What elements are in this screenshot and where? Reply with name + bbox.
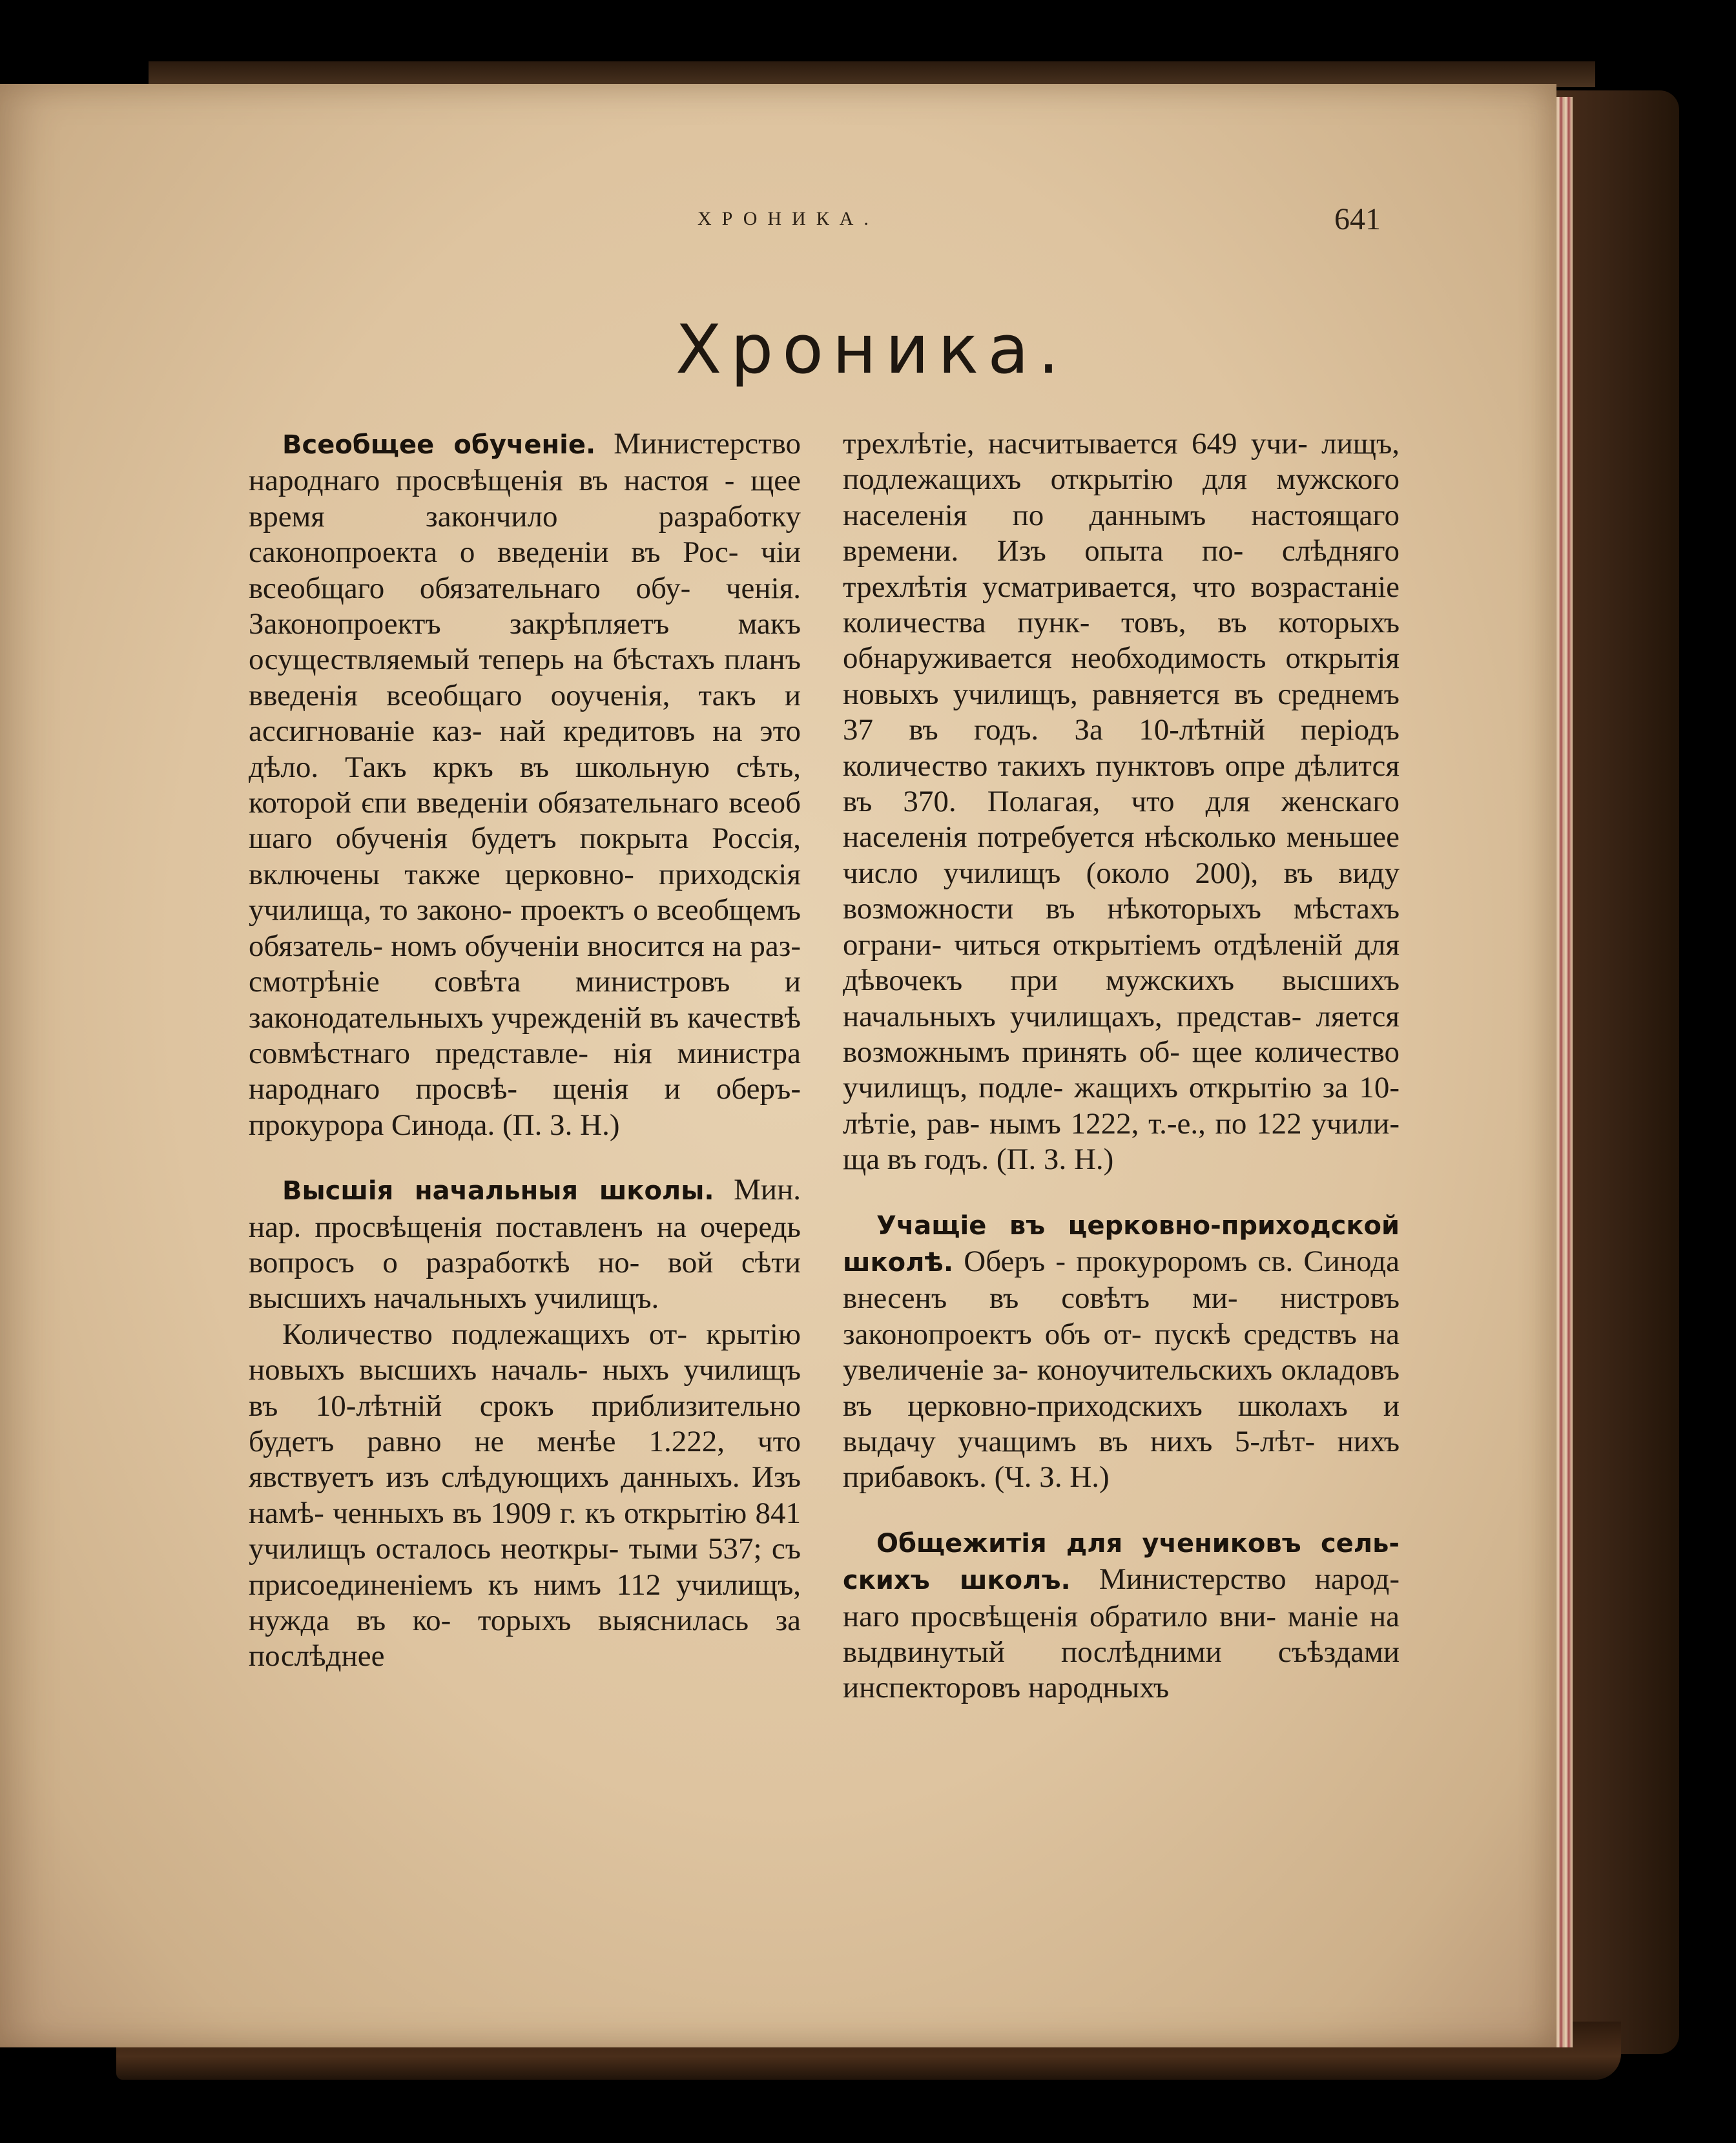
article-heading: Всеобщее обученіе. [282,430,596,460]
article-text: трехлѣтіе, насчитывается 649 учи- лищъ, подлежащихъ открытію для мужского населенія по даннымъ настоящаго времени. Изъ опыта по- слѣдняго трехлѣтія усматривается, что возрастаніе количества пунк- товъ, въ которыхъ обнаруживается необходимость открытія новыхъ училищъ, равняется въ среднемъ 37 въ годъ. За 10-лѣтній періодъ количество такихъ пунктовъ опре дѣлится въ 370. Полагая, что для женскаго населенія потребуется нѣсколько меньшее число училищъ (около 200), въ виду возможности въ нѣкоторыхъ мѣстахъ ограни- читься открытіемъ отдѣленій для дѣвочекъ при мужскихъ высшихъ начальныхъ училищахъ, представ- ляется возможнымъ принять об- щее количество училищъ, подле- жащихъ открытію за 10-лѣтіе, рав- нымъ 1222, т.-е., по 122 учили- ща въ годъ. (П. З. Н.) [843,427,1400,1177]
article-heading: Учащіе въ церковно-приходской школѣ. [843,1210,1400,1278]
running-header: ХРОНИКА. [698,208,879,229]
article-text: Оберъ - прокуроромъ св. Синода внесенъ въ совѣтъ ми- нистровъ законопроектъ объ от- пускѣ средствъ на увеличеніе за- коноучительскихъ окладовъ въ церковно-приходскихъ школахъ и выдачу учащимъ въ нихъ 5-лѣт- нихъ прибавокъ. (Ч. З. Н.) [843,1244,1400,1495]
article-text: Количество подлежащихъ от- крытію новыхъ высшихъ началь- ныхъ училищъ въ 10-лѣтній срокъ приблизительно будетъ равно не менѣе 1.222, что явствуетъ изъ слѣдующихъ данныхъ. Изъ намѣ- ченныхъ въ 1909 г. къ открытію 841 училищъ осталось неоткры- тыми 537; съ присоединеніемъ къ нимъ 112 училищъ, нужда въ ко- торыхъ выяснилась за послѣднее [249,1317,801,1673]
article-higher-schools-continued [843,426,1400,1178]
article-heading: Общежитія для учениковъ сель- скихъ школъ. [843,1528,1400,1596]
article-higher-schools [249,1172,801,1317]
article-universal-education [249,426,801,1143]
article-text: Министерство народ- наго просвѣщенія обратило вни- маніе на выдвинутый послѣдними съѣздами инспекторовъ народныхъ [843,1562,1400,1705]
article-parish-teachers [843,1207,1400,1496]
article-text: Министерство народнаго просвѣщенія въ настоя - щее время закончило разработку сaконопроекта о введеніи въ Рос- чіи всеобщаго обязательнаго обу- ченія. Законопроектъ закрѣпляетъ макъ осуществляемый теперь на бѣстахъ планъ введенія всеобщаго ооученія, такъ и ассигнованіе каз- най кредитовъ на это дѣло. Такъ кркъ въ школьную сѣть, которой єпи введеніи обязательнаго всеоб шаго обученія будетъ покрыта Россія, включены также церковно- приходскія училища, то законо- проектъ о всеобщемъ обязатель- номъ обученіи вносится на рaз- смотрѣніе совѣта министровъ и законодательныхъ учрежденій въ качествѣ совмѣстнаго представле- нія министра народнаго просвѣ- щенія и оберъ-прокурора Синода. (П. З. Н.) [249,427,801,1142]
article-text: Мин. нар. просвѣщенія поставленъ на очередь вопросъ о разработкѣ но- вой сѣти высшихъ начальныхъ училищъ. [249,1173,801,1316]
book-cover-top [149,61,1595,87]
article-heading: Высшія начальныя школы. [282,1176,714,1206]
article-dormitories [843,1525,1400,1706]
left-column [249,426,801,1704]
page-title: Хроника. [675,310,1069,389]
article-higher-schools-continued [249,1317,801,1675]
right-column [843,426,1400,1735]
page-number: 641 [1334,202,1381,236]
